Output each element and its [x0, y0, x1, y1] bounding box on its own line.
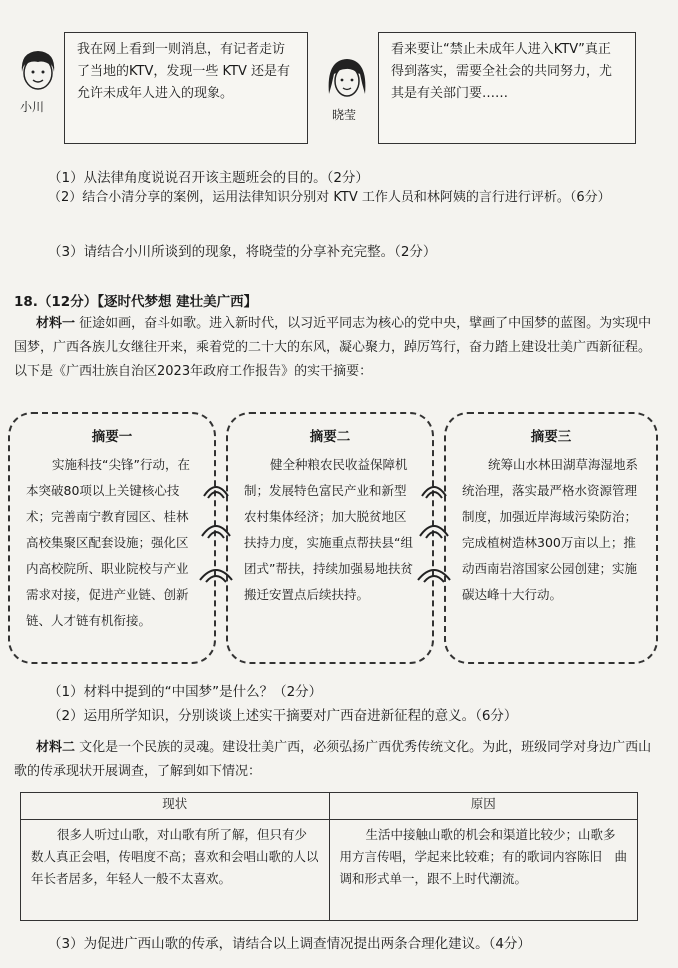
summary-box-3 [444, 412, 658, 664]
summary-1-title: 摘要一 [91, 429, 133, 445]
table-row [21, 820, 638, 921]
q18-material1 [14, 312, 652, 384]
summary-3-text: 统筹山水林田湖草海湿地系统治理，落实最严格水资源管理制度，加强近岸海域污染防治；完成植树造林300万亩以上；推动西南岩溶国家公园创建；实施碳达峰十大行动。 [462, 457, 639, 602]
summary-3-title: 摘要三 [530, 429, 572, 445]
q17-subquestion-1: （1）从法律角度说说召开该主题班会的目的。（2分） [48, 170, 369, 186]
table-cell-status: 很多人听过山歌，对山歌有所了解，但只有少数人真正会唱，传唱度不高；喜欢和会唱山歌的人以年长者居多，年轻人一般不太喜欢。 [21, 820, 330, 921]
table-header-row [21, 793, 638, 820]
table-header-status: 现状 [21, 793, 330, 820]
table-header-reason: 原因 [329, 793, 638, 820]
xiaoying-speech-bubble: 看来要让“禁止未成年人进入KTV”真正得到落实，需要全社会的共同努力，尤其是有关部门要…… [378, 32, 636, 144]
material2-text: 文化是一个民族的灵魂。建设壮美广西，必须弘扬广西优秀传统文化。为此，班级同学对身边广西山歌的传承现状开展调查，了解到如下情况： [14, 740, 652, 779]
summary-2-text: 健全种粮农民收益保障机制；发展特色富民产业和新型农村集体经济；加大脱贫地区扶持力度，实施重点帮扶县“组团式”帮扶，持续加强易地扶贫搬迁安置点后续扶持。 [244, 457, 413, 602]
xiaoying-avatar-icon [324, 54, 370, 104]
xiaochuan-name: 小川 [20, 100, 45, 114]
q18-header: 18.（12分）【逐时代梦想 建壮美广西】 [14, 294, 258, 310]
q17-subquestion-3: （3）请结合小川所谈到的现象，将晓莹的分享补充完整。（2分） [48, 244, 437, 260]
material2-label: 材料二 [36, 740, 76, 755]
summary-box-1 [8, 412, 216, 664]
material1-label: 材料一 [36, 316, 76, 331]
xiaochuan-avatar-icon [14, 46, 62, 96]
survey-table [20, 792, 638, 921]
xiaoying-name: 晓莹 [332, 108, 357, 122]
xiaochuan-speech-bubble: 我在网上看到一则消息，有记者走访了当地的KTV，发现一些 KTV 还是有允许未成年人进入的现象。 [64, 32, 308, 144]
table-cell-reason: 生活中接触山歌的机会和渠道比较少；山歌多用方言传唱，学起来比较难；有的歌词内容陈旧 曲调和形式单一，跟不上时代潮流。 [329, 820, 638, 921]
q18-material2 [14, 736, 654, 784]
connector-rings-icon [196, 470, 456, 600]
q18-subquestion-3: （3）为促进广西山歌的传承，请结合以上调查情况提出两条合理化建议。（4分） [48, 936, 531, 952]
q18-subquestion-1: （1）材料中提到的“中国梦”是什么？（2分） [48, 684, 323, 700]
summary-2-title: 摘要二 [309, 429, 351, 445]
q18-subquestion-2: （2）运用所学知识，分别谈谈上述实干摘要对广西奋进新征程的意义。（6分） [48, 708, 518, 724]
material1-text: 征途如画，奋斗如歌。进入新时代，以习近平同志为核心的党中央，擘画了中国梦的蓝图。为实现中国梦，广西各族儿女继往开来，乘着党的二十大的东风，凝心聚力，踔厉笃行，奋力踏上建设壮美广西新征程。以下是《广西壮族自治区2023年政府工作报告》的实干摘要： [14, 316, 652, 379]
q17-subquestion-2: （2）结合小清分享的案例，运用法律知识分别对 KTV 工作人员和林阿姨的言行进行评析。（6分） [48, 190, 611, 205]
summary-1-text: 实施科技“尖锋”行动，在本突破80项以上关键核心技术；完善南宁教育园区、桂林高校集聚区配套设施；强化区内高校院所、职业院校与产业需求对接，促进产业链、创新链、人才链有机衔接。 [26, 457, 190, 628]
